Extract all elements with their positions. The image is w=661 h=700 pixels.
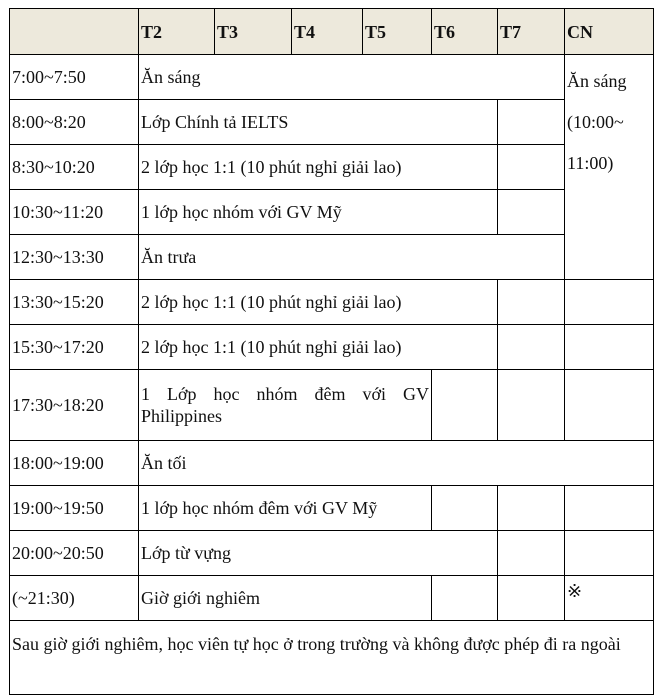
activity-cell: Lớp từ vựng: [139, 531, 498, 576]
empty-cell: [565, 325, 654, 370]
curfew-mark: ※: [565, 576, 654, 621]
activity-cell: 2 lớp học 1:1 (10 phút nghỉ giải lao): [139, 325, 498, 370]
time-cell: 8:00~8:20: [10, 100, 139, 145]
empty-cell: [498, 370, 565, 441]
sunday-meal-cell: [565, 55, 654, 280]
table-row: [10, 486, 654, 531]
time-cell: 13:30~15:20: [10, 280, 139, 325]
table-row: [10, 145, 654, 190]
empty-cell: [498, 280, 565, 325]
header-t7: T7: [498, 9, 565, 55]
time-cell: 20:00~20:50: [10, 531, 139, 576]
empty-cell: [498, 190, 565, 235]
activity-cell: Lớp Chính tả IELTS: [139, 100, 498, 145]
activity-cell: 1 Lớp học nhóm đêm với GV Philippines: [139, 370, 432, 441]
activity-cell: Giờ giới nghiêm: [139, 576, 432, 621]
header-t5: T5: [363, 9, 432, 55]
table-row: [10, 531, 654, 576]
activity-cell: 2 lớp học 1:1 (10 phút nghỉ giải lao): [139, 280, 498, 325]
empty-cell: [565, 531, 654, 576]
time-cell: 12:30~13:30: [10, 235, 139, 280]
time-cell: 7:00~7:50: [10, 55, 139, 100]
table-row: [10, 100, 654, 145]
activity-cell: Ăn sáng: [139, 55, 565, 100]
table-row: [10, 370, 654, 441]
header-t4: T4: [292, 9, 363, 55]
table-row: [10, 55, 654, 100]
empty-cell: [432, 370, 498, 441]
footer-note: Sau giờ giới nghiêm, học viên tự học ở trong trường và không được phép đi ra ngoài: [10, 621, 654, 695]
activity-cell: Ăn tối: [139, 441, 654, 486]
header-t6: T6: [432, 9, 498, 55]
empty-cell: [498, 486, 565, 531]
table-row: [10, 190, 654, 235]
empty-cell: [498, 576, 565, 621]
activity-cell: 1 lớp học nhóm với GV Mỹ: [139, 190, 498, 235]
empty-cell: [498, 531, 565, 576]
empty-cell: [565, 280, 654, 325]
empty-cell: [565, 370, 654, 441]
time-cell: (~21:30): [10, 576, 139, 621]
table-row: [10, 280, 654, 325]
time-cell: 8:30~10:20: [10, 145, 139, 190]
empty-cell: [432, 576, 498, 621]
activity-cell: Ăn trưa: [139, 235, 565, 280]
time-cell: 17:30~18:20: [10, 370, 139, 441]
sunday-meal-line2: (10:00~: [567, 112, 624, 132]
footer-row: [10, 621, 654, 695]
header-corner: [10, 9, 139, 55]
time-cell: 15:30~17:20: [10, 325, 139, 370]
sunday-meal-line3: 11:00): [567, 153, 614, 173]
empty-cell: [432, 486, 498, 531]
sunday-meal-line1: Ăn sáng: [567, 71, 627, 91]
header-t2: T2: [139, 9, 215, 55]
empty-cell: [498, 325, 565, 370]
table-row: [10, 235, 654, 280]
time-cell: 10:30~11:20: [10, 190, 139, 235]
empty-cell: [498, 145, 565, 190]
header-cn: CN: [565, 9, 654, 55]
schedule-table: [9, 8, 654, 695]
empty-cell: [498, 100, 565, 145]
table-row: [10, 576, 654, 621]
time-cell: 18:00~19:00: [10, 441, 139, 486]
header-row: [10, 9, 654, 55]
activity-cell: 1 lớp học nhóm đêm với GV Mỹ: [139, 486, 432, 531]
activity-cell: 2 lớp học 1:1 (10 phút nghỉ giải lao): [139, 145, 498, 190]
table-row: [10, 441, 654, 486]
table-row: [10, 325, 654, 370]
empty-cell: [565, 486, 654, 531]
header-t3: T3: [215, 9, 292, 55]
time-cell: 19:00~19:50: [10, 486, 139, 531]
